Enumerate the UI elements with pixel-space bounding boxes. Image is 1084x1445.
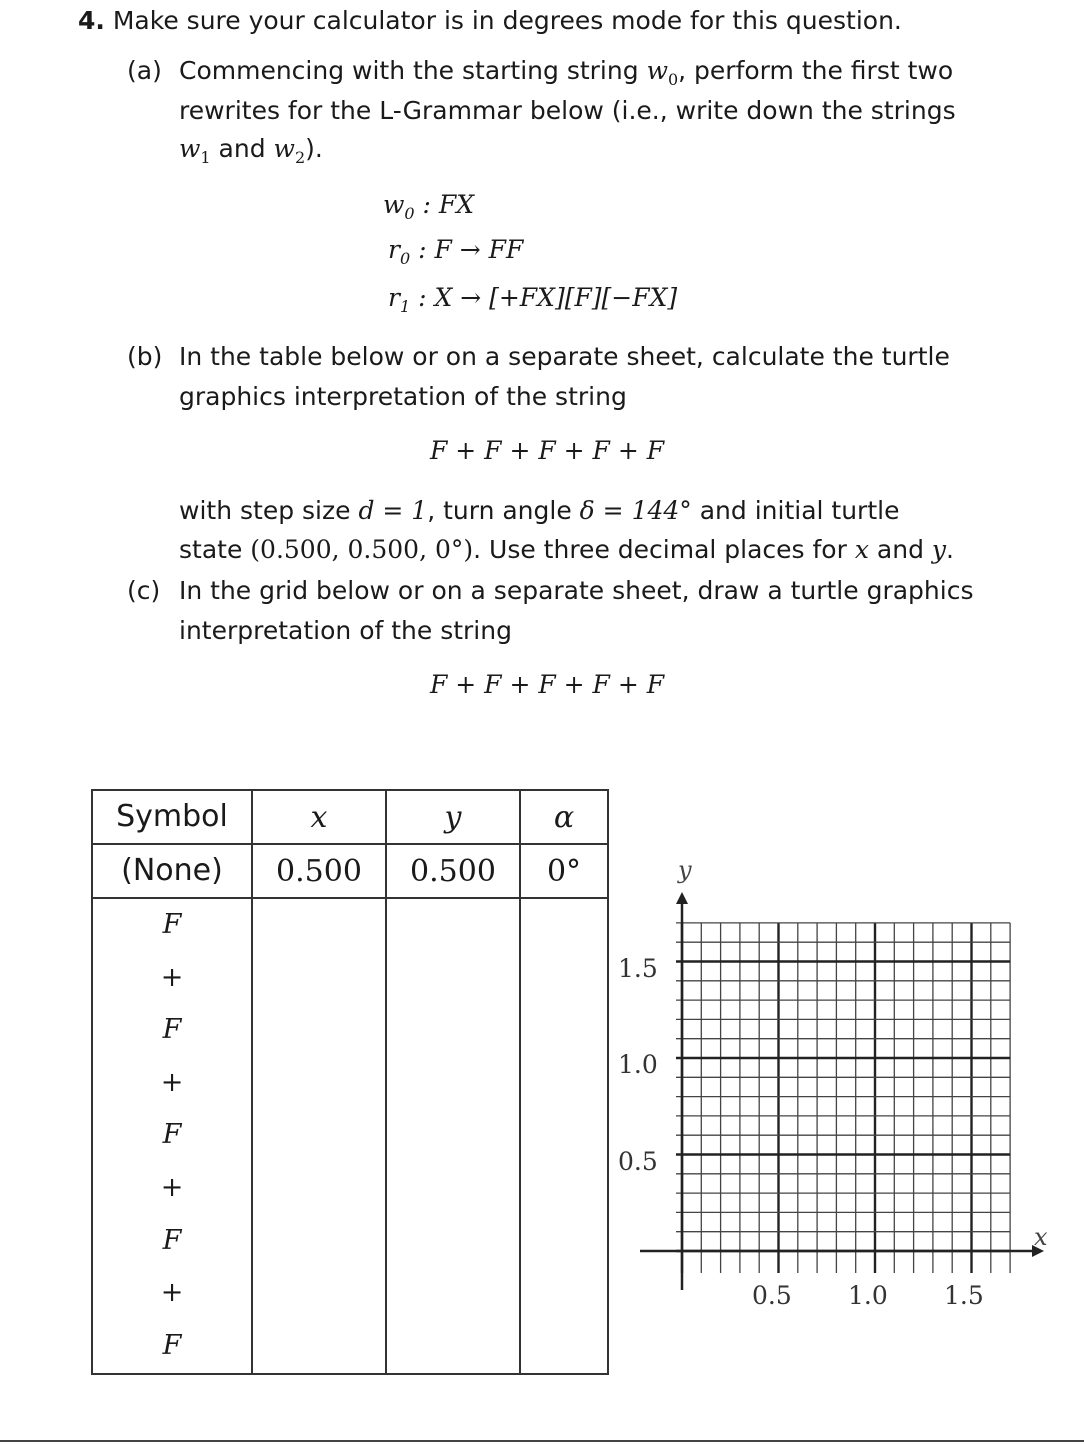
- symbol-cell: F: [162, 1014, 182, 1046]
- part-b-line-4: [179, 533, 954, 567]
- table-body-row: [92, 898, 608, 1374]
- w0-subscript: 0: [667, 70, 679, 89]
- step-size-expr: d = 1: [358, 496, 428, 525]
- symbol-column: [92, 898, 252, 1374]
- rule-r1: [388, 283, 677, 316]
- x-variable: x: [854, 535, 869, 564]
- turtle-state-table: [91, 789, 609, 1375]
- header-y: y: [386, 790, 520, 844]
- rule-subscript: 0: [404, 204, 415, 223]
- y-variable: y: [931, 535, 947, 564]
- rule-subscript: 1: [399, 297, 411, 316]
- initial-alpha: 0°: [520, 844, 608, 898]
- x-answer-cell[interactable]: [252, 898, 386, 1374]
- part-a-label: (a): [127, 56, 162, 85]
- part-a-line-1: [179, 54, 953, 97]
- x-axis-label: x: [1034, 1223, 1048, 1251]
- rule-r0: [388, 235, 523, 268]
- symbol-list: [93, 899, 251, 1372]
- part-a-line-3: [179, 132, 323, 175]
- header-alpha: α: [520, 790, 608, 844]
- w2-subscript: 2: [294, 148, 306, 167]
- x-tick-label: 0.5: [752, 1281, 792, 1310]
- part-c-line-2: interpretation of the string: [179, 616, 512, 645]
- initial-y: 0.500: [386, 844, 520, 898]
- part-a-text: Commencing with the starting string: [179, 56, 639, 85]
- initial-state-expr: (0.500, 0.500, 0°): [250, 535, 474, 564]
- part-b-line-3: [179, 494, 899, 528]
- part-b-text: . Use three decimal places for: [473, 535, 847, 564]
- turtle-grid[interactable]: [610, 850, 1080, 1310]
- rule-symbol: r: [388, 235, 400, 264]
- rule-rhs: : X → [+FX][F][−FX]: [418, 283, 678, 312]
- turn-angle-expr: δ = 144°: [579, 496, 692, 525]
- part-b-string: F + F + F + F + F: [430, 436, 665, 465]
- part-c-line-1: In the grid below or on a separate sheet, draw a turtle graphics: [179, 576, 974, 605]
- page-bottom-rule: [0, 1440, 1084, 1442]
- y-answer-cell[interactable]: [386, 898, 520, 1374]
- part-b-text: and initial turtle: [699, 496, 900, 525]
- w0-symbol: w: [646, 56, 668, 85]
- question-heading: [78, 4, 902, 38]
- rule-rhs: : FX: [422, 190, 475, 219]
- part-c-string: F + F + F + F + F: [430, 670, 665, 699]
- symbol-cell: +: [160, 961, 184, 993]
- question-number: 4.: [78, 6, 105, 35]
- part-b-text: , turn angle: [427, 496, 572, 525]
- rule-symbol: w: [383, 190, 405, 219]
- symbol-cell: F: [162, 1224, 182, 1256]
- w1-subscript: 1: [200, 148, 211, 167]
- part-c-label: (c): [127, 576, 161, 605]
- symbol-cell: F: [162, 909, 182, 940]
- alpha-answer-cell[interactable]: [520, 898, 608, 1374]
- x-tick-label: 1.5: [944, 1281, 984, 1310]
- y-axis-arrow-icon: [676, 892, 688, 904]
- x-tick-label: 1.0: [848, 1281, 888, 1310]
- part-b-text: and: [876, 535, 924, 564]
- y-axis-label: y: [678, 856, 692, 884]
- part-b-text: .: [946, 535, 954, 564]
- y-tick-label: 1.0: [618, 1050, 658, 1079]
- part-b-line-1: In the table below or on a separate sheet, calculate the turtle: [179, 342, 950, 371]
- y-tick-label: 1.5: [618, 954, 658, 983]
- question-intro: Make sure your calculator is in degrees mode for this question.: [112, 6, 902, 35]
- rule-rhs: : F → FF: [418, 235, 524, 264]
- symbol-cell: +: [160, 1277, 184, 1309]
- header-x: x: [252, 790, 386, 844]
- w2-symbol: w: [273, 134, 295, 163]
- symbol-cell: F: [162, 1119, 182, 1151]
- header-symbol: Symbol: [92, 790, 252, 844]
- grid-lines: [676, 923, 1010, 1273]
- symbol-cell: +: [160, 1066, 184, 1098]
- rule-symbol: r: [388, 283, 400, 312]
- part-a-text: ).: [305, 134, 323, 163]
- symbol-cell: F: [162, 1329, 182, 1361]
- rule-w0: [383, 190, 474, 223]
- initial-symbol: (None): [92, 844, 252, 898]
- part-b-line-2: graphics interpretation of the string: [179, 382, 627, 411]
- rule-subscript: 0: [399, 249, 411, 268]
- part-a-text: , perform the first two: [678, 56, 954, 85]
- part-a-line-2: rewrites for the L-Grammar below (i.e., write down the strings: [179, 96, 956, 125]
- y-tick-label: 0.5: [618, 1147, 658, 1176]
- part-a-text: and: [218, 134, 266, 163]
- initial-x: 0.500: [252, 844, 386, 898]
- symbol-cell: +: [160, 1171, 184, 1203]
- part-b-text: state: [179, 535, 243, 564]
- table-row-initial: [92, 844, 608, 898]
- w1-symbol: w: [179, 134, 201, 163]
- table-header-row: [92, 790, 608, 844]
- part-b-label: (b): [127, 342, 163, 371]
- part-b-text: with step size: [179, 496, 351, 525]
